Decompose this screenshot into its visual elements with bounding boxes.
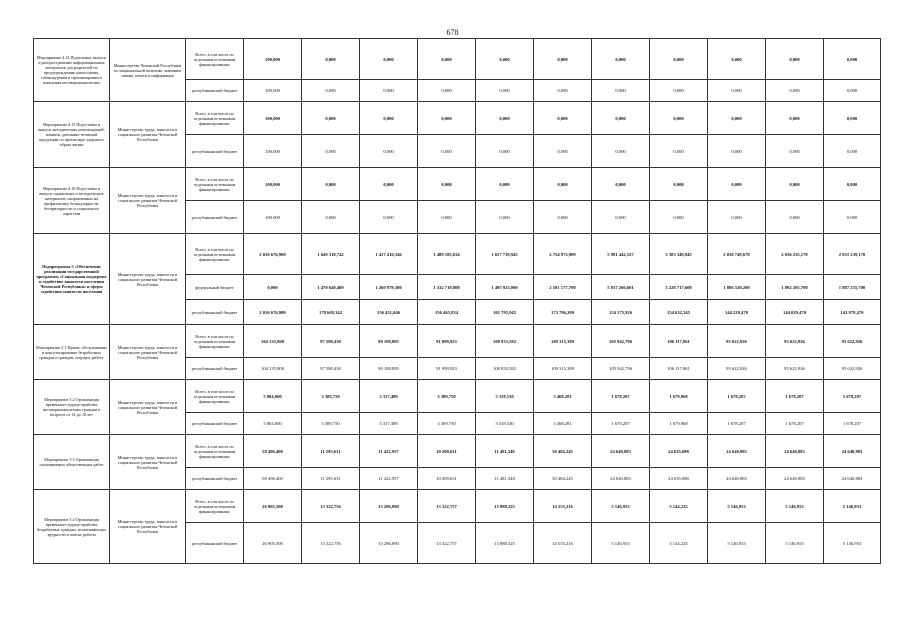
value-cell: 5 144,225 [650, 490, 708, 523]
executor-name: Министерство труда, занятости и социального развития Чеченской Республики [110, 490, 186, 564]
value-cell: 13 286,890 [360, 523, 418, 564]
value-cell: 0,000 [360, 135, 418, 168]
value-cell: 14 553,216 [534, 523, 592, 564]
value-cell: 0,000 [476, 168, 534, 201]
value-cell: 95 622,926 [708, 358, 766, 380]
value-cell: 3 468,281 [534, 380, 592, 413]
value-cell: 5 144,225 [650, 523, 708, 564]
value-cell: 5 146,953 [592, 490, 650, 523]
value-cell: 0,000 [534, 168, 592, 201]
value-cell: 100,000 [244, 80, 302, 102]
value-cell: 0,000 [244, 275, 302, 300]
value-cell: 95 622,926 [766, 358, 824, 380]
value-cell: 97 580,430 [302, 325, 360, 358]
value-cell: 13 322,756 [302, 490, 360, 523]
value-cell: 3 317,489 [360, 380, 418, 413]
value-cell: 0,000 [476, 135, 534, 168]
value-cell: 26 905,500 [244, 490, 302, 523]
value-cell: 0,000 [592, 39, 650, 80]
value-cell: 1 649 318,742 [302, 234, 360, 275]
value-cell: 24 635,088 [650, 435, 708, 468]
value-cell: 0,000 [534, 135, 592, 168]
value-cell: 24 640,883 [824, 435, 881, 468]
funding-source: Всего, в том числе по отдельным источникам финансирования: [186, 380, 244, 413]
value-cell: 3 318,530 [476, 380, 534, 413]
value-cell: 0,000 [302, 39, 360, 80]
value-cell: 106 117,861 [650, 325, 708, 358]
funding-source: Всего, в том числе по отдельным источникам финансирования: [186, 39, 244, 80]
value-cell: 24 640,883 [592, 435, 650, 468]
funding-source: Всего, в том числе по отдельным источникам финансирования: [186, 325, 244, 358]
value-cell: 24 640,883 [766, 435, 824, 468]
value-cell: 0,000 [592, 80, 650, 102]
funding-source: федеральный бюджет [186, 275, 244, 300]
value-cell: 5 146,953 [708, 523, 766, 564]
value-cell: 0,000 [534, 39, 592, 80]
measure-name: Мероприятие 5.1 Прием, обслуживание и консультирование безработных граждан и граждан, ищущих работу [34, 325, 110, 380]
value-cell: 24 640,883 [708, 435, 766, 468]
value-cell: 0,000 [418, 201, 476, 234]
value-cell: 0,000 [302, 102, 360, 135]
value-cell: 0,000 [418, 135, 476, 168]
value-cell: 178 669,342 [302, 300, 360, 325]
value-cell: 30 484,245 [534, 468, 592, 490]
value-cell: 1 678,207 [824, 413, 881, 435]
value-cell: 3 309,750 [302, 380, 360, 413]
funding-source: республиканский бюджет [186, 80, 244, 102]
measure-name: Мероприятие 4.16 Подготовка и выпуск справочных и методических материалов, направленных на профилактику безнадзорности, беспризорности и социального сиротства [34, 168, 110, 234]
value-cell: 90 188,895 [360, 358, 418, 380]
value-cell: 58 496,400 [244, 435, 302, 468]
value-cell: 109 315,389 [534, 325, 592, 358]
value-cell: 1 678,207 [766, 380, 824, 413]
value-cell: 95 622,926 [824, 325, 881, 358]
executor-name: Министерство труда, занятости и социального развития Чеченской Республики [110, 102, 186, 168]
value-cell: 2 016 676,900 [244, 234, 302, 275]
value-cell: 0,000 [650, 80, 708, 102]
value-cell: 0,000 [360, 80, 418, 102]
value-cell: 2 030 749,670 [708, 234, 766, 275]
value-cell: 1 887 255,700 [824, 275, 881, 300]
value-cell: 143 979,470 [824, 300, 881, 325]
value-cell: 3 309,750 [418, 380, 476, 413]
table-row [34, 102, 881, 135]
value-cell: 91 099,923 [418, 325, 476, 358]
value-cell: 1 886 520,200 [708, 275, 766, 300]
measure-name: Мероприятие 4.14 Подготовка, выпуск и распространение информационных материалов для родителей по предупреждению алкоголизма, табакокурения и противоправного поведения несовершеннолетних [34, 39, 110, 102]
value-cell: 100 933,582 [476, 358, 534, 380]
executor-name: Министерство труда, занятости и социального развития Чеченской Республики [110, 380, 186, 435]
funding-source: республиканский бюджет [186, 468, 244, 490]
value-cell: 0,000 [302, 201, 360, 234]
value-cell: 13 322,756 [302, 523, 360, 564]
value-cell: 0,000 [650, 102, 708, 135]
value-cell: 1 495 923,000 [476, 275, 534, 300]
value-cell: 11 481,348 [476, 468, 534, 490]
value-cell: 14 553,216 [534, 490, 592, 523]
value-cell: 105 942,796 [592, 358, 650, 380]
value-cell: 11 481,348 [476, 435, 534, 468]
value-cell: 3 318,530 [476, 413, 534, 435]
value-cell: 0,000 [824, 39, 881, 80]
value-cell: 0,000 [534, 201, 592, 234]
value-cell: 0,000 [650, 135, 708, 168]
funding-source: республиканский бюджет [186, 358, 244, 380]
value-cell: 0,000 [476, 102, 534, 135]
executor-name: Министерство труда, занятости и социального развития Чеченской Республики [110, 234, 186, 325]
value-cell: 0,000 [476, 80, 534, 102]
measure-name: Мероприятие 5.2 Организация временного трудоустройства несовершеннолетних граждан в возрасте от 14 до 18 лет [34, 380, 110, 435]
measure-name: Мероприятие 5.4 Организация временного трудоустройства безработных граждан, испытывающих трудности в поиске работы [34, 490, 110, 564]
measure-name: Подпрограмма 5 «Обеспечение реализации государственной программы «Социальная поддержка и содействие занятости населения Чеченской Республики» и сферы содействия занятости населения [34, 234, 110, 325]
value-cell: 100,000 [244, 201, 302, 234]
value-cell: 24 640,883 [592, 468, 650, 490]
value-cell: 0,000 [418, 168, 476, 201]
value-cell: 10 209,631 [418, 435, 476, 468]
value-cell: 100,000 [244, 168, 302, 201]
executor-name: Министерство труда, занятости и социального развития Чеченской Республики [110, 325, 186, 380]
value-cell: 1 678,207 [766, 413, 824, 435]
value-cell: 2 581 177,700 [534, 275, 592, 300]
value-cell: 13 322,757 [418, 523, 476, 564]
value-cell: 1 657 718,945 [476, 234, 534, 275]
value-cell: 0,000 [766, 102, 824, 135]
value-cell: 0,000 [766, 201, 824, 234]
value-cell: 91 099,923 [418, 358, 476, 380]
executor-name: Министерство труда, занятости и социального развития Чеченской Республики [110, 168, 186, 234]
value-cell: 0,000 [824, 80, 881, 102]
value-cell: 5 146,953 [766, 523, 824, 564]
value-cell: 5 837 266,601 [592, 275, 650, 300]
value-cell: 154 175,926 [592, 300, 650, 325]
value-cell: 104 135,800 [244, 325, 302, 358]
financing-table [33, 38, 881, 564]
value-cell: 0,000 [360, 201, 418, 234]
value-cell: 1 678,207 [824, 380, 881, 413]
value-cell: 0,000 [708, 168, 766, 201]
value-cell: 1 678,207 [708, 413, 766, 435]
value-cell: 24 635,088 [650, 468, 708, 490]
value-cell: 0,000 [824, 201, 881, 234]
value-cell: 58 496,400 [244, 468, 302, 490]
table-row [34, 325, 881, 358]
value-cell: 0,000 [708, 135, 766, 168]
value-cell: 0,000 [418, 80, 476, 102]
value-cell: 100,000 [244, 135, 302, 168]
value-cell: 0,000 [360, 168, 418, 201]
value-cell: 3 309,750 [418, 413, 476, 435]
table-row [34, 435, 881, 468]
value-cell: 90 188,895 [360, 325, 418, 358]
value-cell: 2 031 239,170 [824, 234, 881, 275]
value-cell: 0,000 [360, 39, 418, 80]
value-cell: 0,000 [650, 39, 708, 80]
table-row [34, 39, 881, 80]
funding-source: республиканский бюджет [186, 413, 244, 435]
value-cell: 5 991 442,527 [592, 234, 650, 275]
value-cell: 11 295,631 [302, 435, 360, 468]
value-cell: 0,000 [302, 80, 360, 102]
value-cell: 1 678,207 [592, 413, 650, 435]
value-cell: 5 146,953 [708, 490, 766, 523]
executor-name: Министерство Чеченской Республики по национальной политике, внешним связям, печати и информации [110, 39, 186, 102]
funding-source: республиканский бюджет [186, 135, 244, 168]
value-cell: 5 146,953 [824, 490, 881, 523]
value-cell: 5 146,953 [766, 490, 824, 523]
value-cell: 109 315,389 [534, 358, 592, 380]
value-cell: 30 484,245 [534, 435, 592, 468]
value-cell: 97 580,430 [302, 358, 360, 380]
value-cell: 1 678,207 [592, 380, 650, 413]
value-cell: 3 468,281 [534, 413, 592, 435]
funding-source: республиканский бюджет [186, 523, 244, 564]
value-cell: 2 036 235,170 [766, 234, 824, 275]
funding-source: республиканский бюджет [186, 300, 244, 325]
value-cell: 1 892 205,700 [766, 275, 824, 300]
value-cell: 1 417 410,346 [360, 234, 418, 275]
value-cell: 0,000 [360, 102, 418, 135]
value-cell: 1 470 649,400 [302, 275, 360, 300]
value-cell: 0,000 [592, 102, 650, 135]
value-cell: 24 640,883 [708, 468, 766, 490]
value-cell: 24 640,883 [766, 468, 824, 490]
value-cell: 0,000 [824, 135, 881, 168]
value-cell: 0,000 [708, 39, 766, 80]
value-cell: 0,000 [302, 168, 360, 201]
page-number: 678 [446, 28, 459, 37]
value-cell: 11 295,631 [302, 468, 360, 490]
value-cell: 154 632,345 [650, 300, 708, 325]
funding-source: Всего, в том числе по отдельным источникам финансирования: [186, 102, 244, 135]
value-cell: 3 317,489 [360, 413, 418, 435]
value-cell: 104 135,800 [244, 358, 302, 380]
funding-source: Всего, в том числе по отдельным источникам финансирования: [186, 490, 244, 523]
value-cell: 0,000 [708, 80, 766, 102]
value-cell: 5 804,000 [244, 380, 302, 413]
funding-source: Всего, в том числе по отдельным источникам финансирования: [186, 168, 244, 201]
value-cell: 5 146,953 [824, 523, 881, 564]
value-cell: 3 309,750 [302, 413, 360, 435]
value-cell: 1 332 719,800 [418, 275, 476, 300]
value-cell: 0,000 [824, 102, 881, 135]
executor-name: Министерство труда, занятости и социального развития Чеченской Республики [110, 435, 186, 490]
value-cell: 5 146,953 [592, 523, 650, 564]
value-cell: 161 795,945 [476, 300, 534, 325]
value-cell: 1 679,968 [650, 380, 708, 413]
value-cell: 0,000 [766, 80, 824, 102]
value-cell: 1 678,207 [708, 380, 766, 413]
value-cell: 100,000 [244, 102, 302, 135]
value-cell: 3 228 717,600 [650, 275, 708, 300]
value-cell: 156 465,834 [418, 300, 476, 325]
value-cell: 95 622,926 [708, 325, 766, 358]
table-row [34, 380, 881, 413]
measure-name: Мероприятие 5.3 Организация оплачиваемых общественных работ [34, 435, 110, 490]
value-cell: 0,000 [824, 168, 881, 201]
value-cell: 0,000 [302, 135, 360, 168]
value-cell: 11 422,957 [360, 435, 418, 468]
value-cell: 0,000 [418, 39, 476, 80]
value-cell: 0,000 [592, 168, 650, 201]
value-cell: 173 796,209 [534, 300, 592, 325]
value-cell: 2 754 973,909 [534, 234, 592, 275]
value-cell: 105 942,796 [592, 325, 650, 358]
value-cell: 10 209,631 [418, 468, 476, 490]
value-cell: 2 016 676,900 [244, 300, 302, 325]
value-cell: 100,000 [244, 39, 302, 80]
value-cell: 144 029,470 [766, 300, 824, 325]
value-cell: 0,000 [534, 80, 592, 102]
value-cell: 0,000 [592, 201, 650, 234]
value-cell: 0,000 [650, 168, 708, 201]
value-cell: 0,000 [650, 201, 708, 234]
value-cell: 0,000 [766, 168, 824, 201]
value-cell: 95 622,926 [824, 358, 881, 380]
value-cell: 0,000 [708, 201, 766, 234]
table-row [34, 490, 881, 523]
funding-source: Всего, в том числе по отдельным источникам финансирования: [186, 435, 244, 468]
value-cell: 3 383 349,945 [650, 234, 708, 275]
value-cell: 0,000 [766, 135, 824, 168]
value-cell: 11 422,957 [360, 468, 418, 490]
value-cell: 13 322,757 [418, 490, 476, 523]
measure-name: Мероприятие 4.15 Подготовка и выпуск методических рекомендаций, памяток, рекламно-печатной продукции по пропаганде здорового образа жизни [34, 102, 110, 168]
value-cell: 13 286,890 [360, 490, 418, 523]
value-cell: 0,000 [534, 102, 592, 135]
value-cell: 0,000 [766, 39, 824, 80]
value-cell: 13 888,325 [476, 523, 534, 564]
value-cell: 0,000 [592, 135, 650, 168]
table-row [34, 234, 881, 275]
table-row [34, 168, 881, 201]
value-cell: 13 888,325 [476, 490, 534, 523]
value-cell: 24 640,883 [824, 468, 881, 490]
value-cell: 100 933,582 [476, 325, 534, 358]
value-cell: 26 905,500 [244, 523, 302, 564]
value-cell: 0,000 [476, 39, 534, 80]
table-body [34, 39, 881, 564]
value-cell: 1 679,968 [650, 413, 708, 435]
value-cell: 1 489 185,634 [418, 234, 476, 275]
value-cell: 144 229,470 [708, 300, 766, 325]
value-cell: 95 622,926 [766, 325, 824, 358]
funding-source: Всего, в том числе по отдельным источникам финансирования: [186, 234, 244, 275]
value-cell: 0,000 [476, 201, 534, 234]
value-cell: 156 431,046 [360, 300, 418, 325]
value-cell: 0,000 [418, 102, 476, 135]
value-cell: 0,000 [708, 102, 766, 135]
value-cell: 106 117,861 [650, 358, 708, 380]
funding-source: республиканский бюджет [186, 201, 244, 234]
value-cell: 1 260 979,300 [360, 275, 418, 300]
value-cell: 5 804,000 [244, 413, 302, 435]
